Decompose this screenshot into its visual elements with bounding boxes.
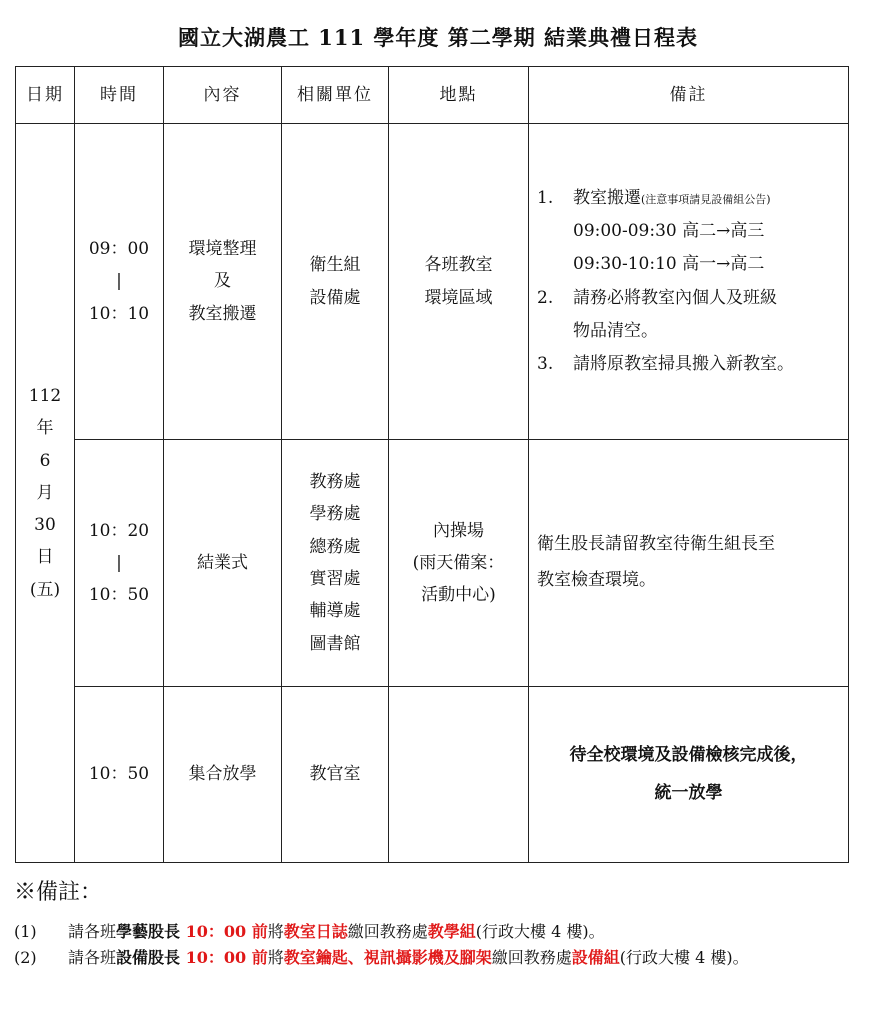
note-text	[573, 182, 842, 215]
content-line: 結業式	[197, 552, 248, 573]
note-number: 3.	[537, 353, 554, 374]
time-cell	[75, 440, 164, 687]
notes-text	[529, 527, 848, 598]
date-month-char: 月	[36, 482, 54, 503]
note-item	[537, 248, 842, 281]
date-day: 30	[34, 515, 56, 536]
table-row	[16, 124, 849, 440]
unit-line: 總務處	[309, 536, 361, 557]
time-end: 10：10	[88, 303, 150, 324]
note-number: 2.	[537, 287, 554, 308]
date-weekday: (五)	[29, 579, 61, 600]
date-month: 6	[39, 450, 51, 471]
notes-cell	[529, 687, 849, 863]
time-separator: |	[116, 271, 122, 292]
note-number: 1.	[537, 188, 554, 209]
note-text: 09:30-10:10 高一→高二	[573, 254, 765, 275]
note-line: 教室檢查環境。	[537, 570, 656, 590]
remark-text	[68, 919, 605, 945]
date-year: 112	[28, 385, 62, 406]
time-separator: |	[116, 552, 122, 573]
content-line: 集合放學	[188, 764, 257, 785]
remark-part: 將	[267, 947, 284, 967]
remarks-heading: ※備註：	[14, 880, 103, 905]
remark-number: (1)	[14, 922, 37, 941]
header-location: 地點	[389, 67, 529, 124]
note-number	[537, 315, 573, 348]
location-cell	[389, 687, 529, 863]
notes-cell	[529, 124, 849, 440]
time-start: 10：50	[88, 764, 150, 785]
notes-list	[529, 182, 848, 381]
remark-item	[14, 945, 814, 971]
location-line: (雨天備案：	[412, 552, 505, 573]
remark-item-name: 教室鑰匙、視訊攝影機及腳架	[283, 947, 492, 967]
remark-deadline: 10：00 前	[180, 922, 268, 941]
time-start: 10：20	[88, 520, 150, 541]
unit-line: 圖書館	[309, 633, 361, 654]
location-line: 環境區域	[424, 287, 493, 308]
content-cell	[164, 687, 282, 863]
page-title: 國立大湖農工 111 學年度 第二學期 結業典禮日程表	[177, 25, 699, 50]
date-year-char: 年	[36, 418, 54, 439]
remark-role: 學藝股長	[116, 922, 181, 941]
location-line: 內操場	[433, 520, 484, 541]
remark-part: (行政大樓 4 樓)。	[619, 947, 749, 967]
header-notes: 備註	[529, 67, 849, 124]
content-line: 環境整理	[188, 239, 257, 260]
location-line: 各班教室	[424, 255, 493, 276]
content-cell	[164, 124, 282, 440]
notes-text	[529, 737, 848, 812]
content-line: 及	[214, 271, 231, 292]
unit-line: 實習處	[309, 569, 361, 589]
time-end: 10：50	[88, 585, 150, 606]
unit-cell	[282, 687, 389, 863]
unit-line: 教官室	[309, 764, 361, 785]
table-row	[16, 687, 849, 863]
note-item	[537, 215, 842, 248]
note-number	[537, 215, 573, 248]
header-date: 日期	[16, 67, 75, 124]
note-text-main: 教室搬遷	[573, 188, 641, 209]
remark-part: 請各班	[68, 947, 117, 967]
date-cell	[16, 124, 75, 863]
date-day-char: 日	[36, 547, 54, 568]
header-row	[16, 67, 849, 124]
unit-line: 教務處	[309, 472, 361, 493]
remark-part: 繳回教務處	[491, 947, 572, 967]
remark-part: 將	[267, 922, 284, 941]
remark-part: 繳回教務處	[347, 922, 428, 941]
note-line: 統一放學	[654, 782, 723, 803]
unit-line: 輔導處	[309, 601, 361, 622]
remark-part: (行政大樓 4 樓)。	[475, 922, 605, 941]
unit-line: 衛生組	[309, 255, 361, 276]
notes-cell	[529, 440, 849, 687]
remarks-list	[14, 919, 814, 970]
location-cell	[389, 440, 529, 687]
unit-cell	[282, 124, 389, 440]
header-unit: 相關單位	[282, 67, 389, 124]
note-item	[537, 182, 842, 215]
header-time: 時間	[75, 67, 164, 124]
location-line: 活動中心)	[421, 585, 496, 606]
time-start: 09：00	[88, 239, 150, 260]
note-item	[537, 348, 842, 381]
note-text: 09:00-09:30 高二→高三	[573, 221, 765, 242]
remark-part: 請各班	[68, 922, 117, 941]
remark-office: 設備組	[571, 947, 620, 967]
content-line: 教室搬遷	[188, 303, 257, 324]
note-line: 衛生股長請留教室待衛生組長至	[537, 534, 775, 555]
schedule-table	[15, 66, 849, 863]
remark-role: 設備股長	[116, 947, 181, 967]
remark-item-name: 教室日誌	[283, 922, 348, 941]
remark-office: 教學組	[427, 922, 476, 941]
remark-item	[14, 919, 814, 945]
header-content: 內容	[164, 67, 282, 124]
unit-cell	[282, 440, 389, 687]
note-text: 請將原教室掃具搬入新教室。	[573, 353, 794, 374]
note-line: 待全校環境及設備檢核完成後，	[569, 745, 808, 766]
note-text: 請務必將教室內個人及班級	[573, 287, 777, 308]
time-cell	[75, 124, 164, 440]
note-text: 物品清空。	[573, 320, 658, 341]
time-cell	[75, 687, 164, 863]
unit-line: 學務處	[309, 504, 361, 525]
unit-line: 設備處	[309, 287, 361, 308]
location-cell	[389, 124, 529, 440]
remark-text	[68, 945, 749, 971]
note-number	[537, 248, 573, 281]
remark-deadline: 10：00 前	[180, 947, 268, 967]
content-cell	[164, 440, 282, 687]
note-item	[537, 315, 842, 348]
note-item	[537, 282, 842, 315]
remark-number: (2)	[14, 947, 37, 967]
table-row	[16, 440, 849, 687]
note-small-text: (注意事項請見設備組公告)	[641, 193, 771, 207]
